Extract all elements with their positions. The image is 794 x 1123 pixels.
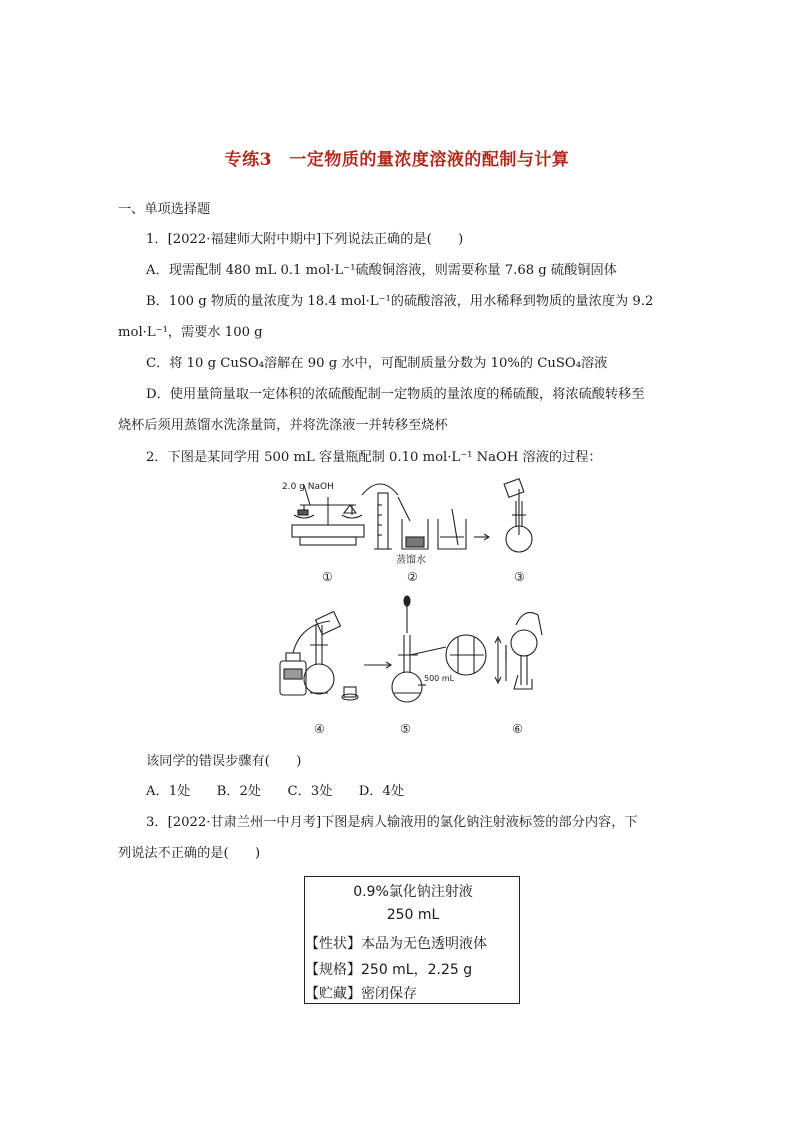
q1-option-b-line2: mol·L⁻¹，需要水 100 g	[118, 325, 263, 340]
step-5-label: ⑤	[400, 722, 411, 736]
q2-procedure-figure	[270, 475, 560, 740]
q3-stem-line2: 列说法不正确的是( )	[118, 846, 261, 861]
q2-stem: 2．下图是某同学用 500 mL 容量瓶配制 0.10 mol·L⁻¹ NaOH 溶液的过程：	[146, 450, 602, 465]
inverting-flask-icon	[506, 613, 542, 689]
label-properties: 【性状】本品为无色透明液体	[305, 936, 487, 952]
label-product-name: 0.9%氯化钠注射液	[353, 884, 473, 900]
naoh-mass-label: 2.0 g NaOH	[282, 482, 334, 492]
balance-icon	[292, 485, 364, 545]
q2-question: 该同学的错误步骤有( )	[146, 754, 302, 769]
step-4-label: ④	[314, 722, 325, 736]
label-volume: 250 mL	[386, 907, 440, 923]
page-title: 专练3 一定物质的量浓度溶液的配制与计算	[224, 150, 570, 170]
q2-options: A．1处 B．2处 C．3处 D．4处	[146, 784, 405, 799]
volumetric-flask-2-icon	[304, 612, 358, 700]
distilled-water-label: 蒸馏水	[396, 555, 426, 566]
label-specification: 【规格】250 mL，2.25 g	[305, 962, 473, 978]
step-2-label: ②	[407, 570, 418, 584]
stirring-beaker-icon	[438, 509, 466, 549]
q3-stem-line1: 3．[2022·甘肃兰州一中月考]下图是病人输液用的氯化钠注射液标签的部分内容，下	[146, 815, 638, 830]
injection-label-box	[304, 876, 520, 1004]
section-heading: 一、单项选择题	[118, 202, 211, 217]
q1-option-d-line2: 烧杯后须用蒸馏水洗涤量筒，并将洗涤液一并转移至烧杯	[118, 418, 448, 433]
label-storage: 【贮藏】密闭保存	[305, 986, 417, 1002]
dropper-flask-icon	[392, 596, 422, 702]
q1-stem: 1．[2022·福建师大附中期中]下列说法正确的是( )	[146, 232, 464, 247]
step-1-label: ①	[322, 570, 333, 584]
beaker-icon	[398, 497, 428, 549]
q1-option-a: A．现需配制 480 mL 0.1 mol·L⁻¹硫酸铜溶液，则需要称量 7.68 g 硫酸铜固体	[146, 263, 617, 278]
volumetric-flask-icon	[504, 479, 532, 552]
step-3-label: ③	[514, 570, 525, 584]
magnifier-circle-icon	[410, 635, 486, 675]
step-6-label: ⑥	[512, 722, 523, 736]
measuring-cylinder-icon	[374, 493, 392, 549]
q1-option-c: C．将 10 g CuSO₄溶解在 90 g 水中，可配制质量分数为 10%的 CuSO₄溶液	[146, 356, 608, 371]
q1-option-d-line1: D．使用量筒量取一定体积的浓硫酸配制一定物质的量浓度的稀硫酸，将浓硫酸转移至	[146, 387, 645, 402]
graduation-mark-label: 500 mL	[424, 674, 455, 683]
q1-option-b-line1: B．100 g 物质的量浓度为 18.4 mol·L⁻¹的硫酸溶液，用水稀释到物质的量浓度为 9.2	[146, 294, 654, 309]
